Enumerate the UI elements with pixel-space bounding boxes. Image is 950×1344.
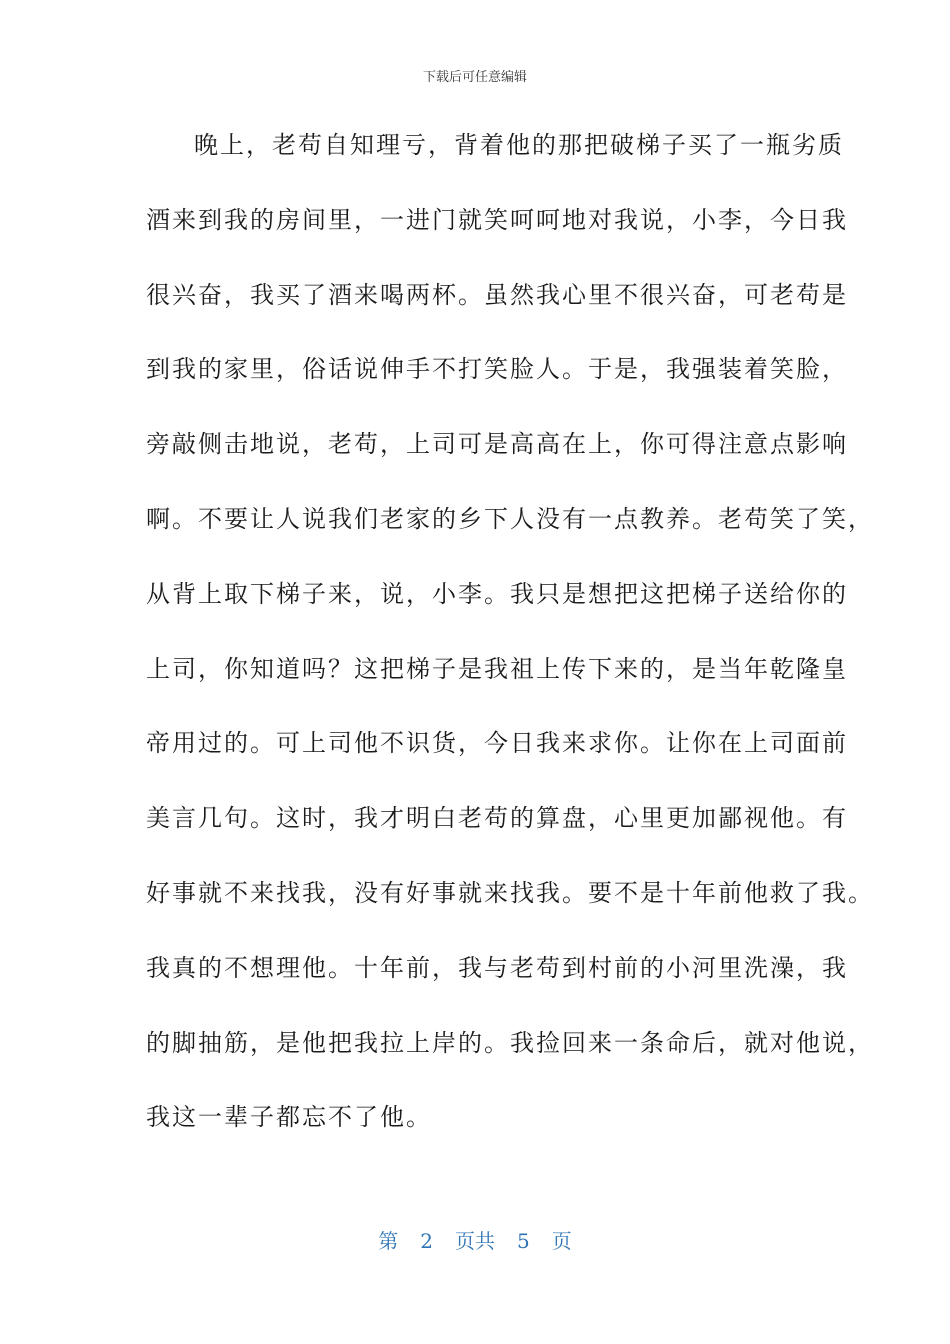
total-page-number: 5 [517, 1229, 530, 1253]
document-body [146, 127, 874, 1174]
paragraph-line: 很兴奋，我买了酒来喝两杯。虽然我心里不很兴奋，可老苟是 [146, 280, 848, 309]
page-suffix: 页 [551, 1229, 572, 1253]
paragraph-line: 啊。不要让人说我们老家的乡下人没有一点教养。老苟笑了笑， [146, 504, 874, 533]
paragraph-line: 到我的家里，俗话说伸手不打笑脸人。于是，我强装着笑脸， [146, 355, 848, 384]
current-page-number: 2 [420, 1229, 433, 1253]
paragraph-line: 美言几句。这时，我才明白老苟的算盘，心里更加鄙视他。有 [146, 804, 848, 833]
paragraph-line: 上司，你知道吗？这把梯子是我祖上传下来的，是当年乾隆皇 [146, 654, 848, 683]
paragraph-line: 晚上，老苟自知理亏，背着他的那把破梯子买了一瓶劣质 [194, 131, 844, 159]
header-note: 下载后可任意编辑 [422, 70, 527, 85]
paragraph-line: 帝用过的。可上司他不识货，今日我来求你。让你在上司面前 [146, 729, 848, 758]
paragraph-line: 的脚抽筋，是他把我拉上岸的。我捡回来一条命后，就对他说， [146, 1028, 874, 1057]
page-number-footer [0, 1225, 950, 1254]
paragraph-line: 我真的不想理他。十年前，我与老苟到村前的小河里洗澡，我 [146, 953, 848, 982]
paragraph-line: 好事就不来找我，没有好事就来找我。要不是十年前他救了我。 [146, 878, 874, 907]
paragraph-line: 从背上取下梯子来，说，小李。我只是想把这把梯子送给你的 [146, 579, 848, 608]
paragraph-line: 我这一辈子都忘不了他。 [146, 1103, 432, 1132]
page-middle: 页共 [455, 1229, 495, 1253]
paragraph-line: 酒来到我的房间里，一进门就笑呵呵地对我说，小李，今日我 [146, 205, 848, 234]
page-prefix: 第 [378, 1229, 399, 1253]
paragraph-line: 旁敲侧击地说，老苟，上司可是高高在上，你可得注意点影响 [146, 430, 848, 459]
